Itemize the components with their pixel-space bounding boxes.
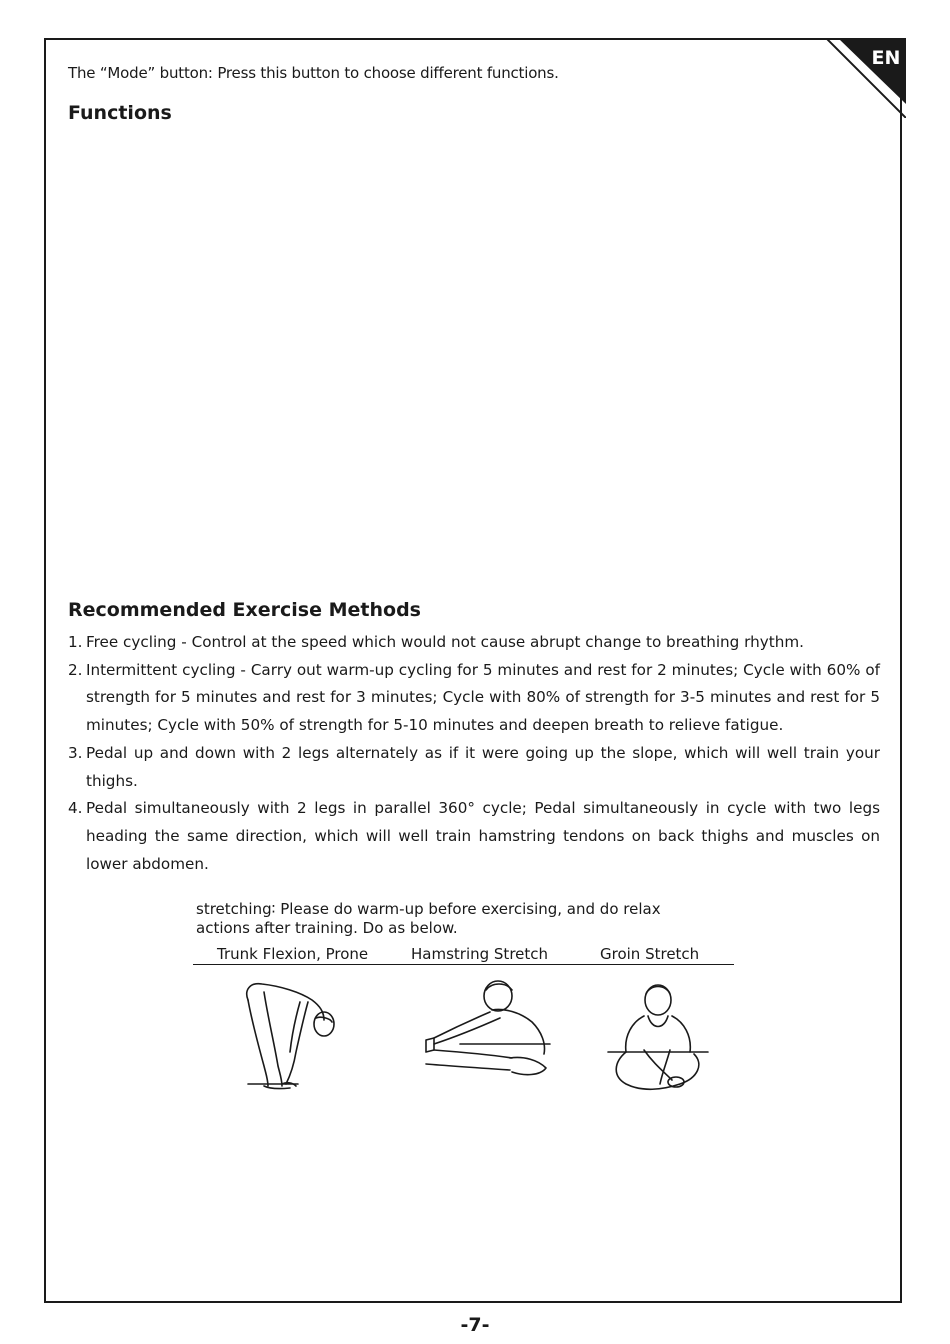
mode-button-description: The “Mode” button: Press this button to choose different functions.	[68, 64, 559, 82]
stretch-label-trunk-flexion: Trunk Flexion, Prone	[217, 945, 369, 963]
exercise-methods-list	[68, 629, 880, 878]
list-item-number: 4.	[68, 799, 83, 818]
language-badge-text: EN	[871, 47, 901, 69]
list-item	[68, 795, 880, 878]
stretch-label-hamstring: Hamstring Stretch	[411, 945, 549, 963]
groin-stretch-illustration	[604, 980, 712, 1100]
page-number: -7-	[460, 1314, 490, 1336]
stretching-intro-line1: stretching∶ Please do warm-up before exercising, and do relax	[196, 900, 661, 918]
list-item-number: 3.	[68, 743, 83, 762]
list-item-text: Intermittent cycling - Carry out warm-up cycling for 5 minutes and rest for 2 minutes; Cycle with 60% of strength for 5 minutes and rest for 3 minutes; Cycle with 80% of strength for 3-5 minutes and rest for 5 minutes; Cycle with 50% of strength for 5-10 minutes and deepen breath to relieve fatigue.	[86, 660, 880, 735]
list-item	[68, 657, 880, 740]
stretch-labels-row	[193, 945, 734, 965]
stretching-intro-line2: actions after training. Do as below.	[196, 919, 458, 937]
list-item-text: Pedal up and down with 2 legs alternately as if it were going up the slope, which will well train your thighs.	[86, 743, 880, 790]
list-item	[68, 740, 880, 795]
hamstring-stretch-illustration	[420, 978, 555, 1083]
list-item-number: 1.	[68, 633, 83, 651]
stretching-intro	[196, 900, 716, 938]
language-corner-badge	[826, 38, 906, 118]
functions-heading: Functions	[68, 102, 172, 124]
list-item-text: Free cycling - Control at the speed which would not cause abrupt change to breathing rhythm.	[86, 633, 804, 651]
stretch-label-groin: Groin Stretch	[600, 945, 700, 963]
recommended-methods-heading: Recommended Exercise Methods	[68, 599, 421, 621]
trunk-flexion-illustration	[238, 972, 348, 1097]
list-item-number: 2.	[68, 660, 83, 679]
list-item-text: Pedal simultaneously with 2 legs in parallel 360° cycle; Pedal simultaneously in cycle with two legs heading the same direction, which will well train hamstring tendons on back thighs and muscles on lower abdomen.	[86, 799, 880, 873]
list-item	[68, 629, 880, 657]
